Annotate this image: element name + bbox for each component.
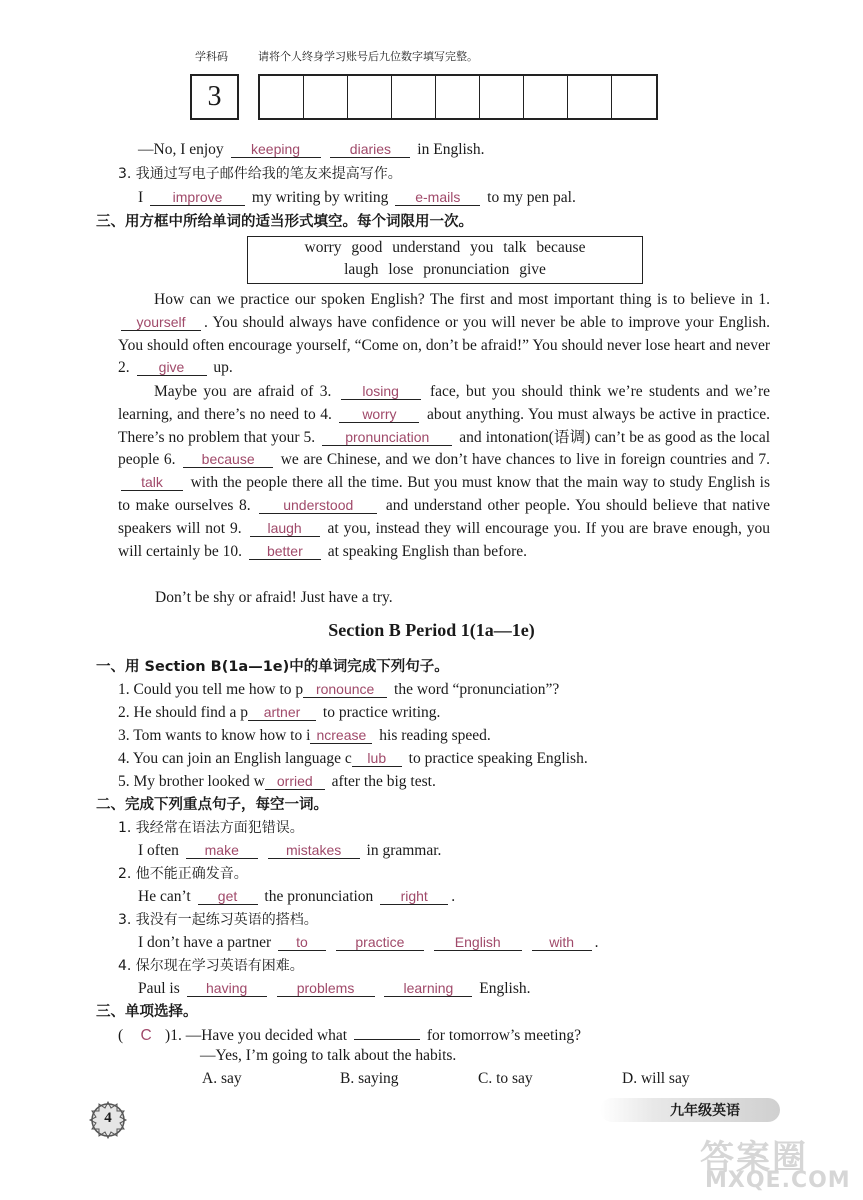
mc-option-d[interactable]: D. will say: [622, 1070, 690, 1087]
section-b-part3-heading: 三、单项选择。: [96, 1004, 198, 1020]
answer: to: [278, 934, 326, 951]
subject-code-label: 学科码: [195, 50, 228, 63]
answer: lub: [352, 750, 402, 767]
page-number: 4: [104, 1110, 112, 1126]
header-instruction: 请将个人终身学习账号后九位数字填写完整。: [258, 50, 478, 63]
answer: with: [532, 934, 592, 951]
answer: having: [187, 980, 267, 997]
account-number-grid: [258, 74, 658, 120]
digit-cell[interactable]: [480, 76, 524, 118]
top-line-2: 3. 我通过写电子邮件给我的笔友来提高写作。: [118, 166, 402, 182]
section-b-title: Section B Period 1(1a—1e): [328, 620, 535, 640]
answer: pronunciation: [322, 429, 452, 446]
digit-cell[interactable]: [612, 76, 656, 118]
answer: orried: [265, 773, 325, 790]
vocab-question-2: 2. He should find a p artner to practice writing.: [118, 704, 441, 721]
subject-code-box: 3: [190, 74, 239, 120]
digit-cell[interactable]: [260, 76, 304, 118]
answer: problems: [277, 980, 375, 997]
answer: worry: [339, 406, 419, 423]
top-line-3: I improve my writing by writing e-mails to my pen pal.: [138, 189, 576, 206]
answer: talk: [121, 474, 183, 491]
book-title: 九年级英语: [670, 1103, 740, 1119]
watermark-url: MXQE.COM: [705, 1168, 851, 1193]
passage-paragraph-1: How can we practice our spoken English? The first and most important thing is to believe in 1. yourself . You should always have confidence or you will never be able to improve your English. You should often encourage yourself, “Come on, don’t be afraid!” You should never lose heart and never 2. give up.: [118, 291, 770, 377]
answer: because: [183, 451, 273, 468]
answer: laugh: [250, 520, 320, 537]
sentence-1-cn: 1. 我经常在语法方面犯错误。: [118, 820, 304, 836]
answer: diaries: [330, 141, 410, 158]
word-box-line-2: laugh lose pronunciation give: [344, 261, 546, 278]
answer: get: [198, 888, 258, 905]
answer: make: [186, 842, 258, 859]
sentence-3-cn: 3. 我没有一起练习英语的搭档。: [118, 912, 318, 928]
answer: right: [380, 888, 448, 905]
passage-paragraph-2: Maybe you are afraid of 3. losing face, but you should think we’re students and we’re learning, and there’s no need to 4. worry about anything. You must always be active in practice. There’s no problem that your 5. pronunciation and intonation(语调) can’t be as good as the local people 6. because we are Chinese, and we don’t have chances to live in foreign countries and 7. talk with the people there all the time. But you must know that the main way to study English is to make ourselves 8. understood and understand other people. You should believe that native speakers will not 9. laugh at you, instead they will encourage you. If you are brave enough, you will certainly be 10. better at speaking English than before.: [118, 383, 771, 560]
answer: learning: [384, 980, 472, 997]
mc-option-b[interactable]: B. saying: [340, 1070, 399, 1087]
mc-question-1: ( C )1. —Have you decided what for tomorrow’s meeting?: [118, 1027, 581, 1044]
section-b-part2-heading: 二、完成下列重点句子，每空一词。: [96, 797, 328, 813]
vocab-question-3: 3. Tom wants to know how to i ncrease his reading speed.: [118, 727, 491, 744]
mc-question-1-line-2: —Yes, I’m going to talk about the habits.: [200, 1047, 457, 1064]
sentence-2: He can’t get the pronunciation right .: [138, 888, 456, 905]
answer: ncrease: [310, 727, 372, 744]
sentence-2-cn: 2. 他不能正确发音。: [118, 866, 248, 882]
vocab-question-4: 4. You can join an English language c lub to practice speaking English.: [118, 750, 588, 767]
sentence-3: I don’t have a partner to practice English with .: [138, 934, 599, 951]
sentence-1: I often make mistakes in grammar.: [138, 842, 442, 859]
section-b-part1-heading: 一、用 Section B(1a—1e)中的单词完成下列句子。: [96, 659, 449, 675]
word-box-line-1: worry good understand you talk because: [304, 239, 586, 256]
word-box: [247, 236, 643, 284]
answer: practice: [336, 934, 424, 951]
watermark: 答案圈: [700, 1138, 808, 1178]
digit-cell[interactable]: [524, 76, 568, 118]
digit-cell[interactable]: [436, 76, 480, 118]
vocab-question-5: 5. My brother looked w orried after the big test.: [118, 773, 436, 790]
answer: understood: [259, 497, 377, 514]
mc-option-c[interactable]: C. to say: [478, 1070, 533, 1087]
digit-cell[interactable]: [568, 76, 612, 118]
vocab-question-1: 1. Could you tell me how to p ronounce the word “pronunciation”?: [118, 681, 560, 698]
answer: mistakes: [268, 842, 360, 859]
part3-heading: 三、用方框中所给单词的适当形式填空。每个词限用一次。: [96, 214, 473, 230]
answer: ronounce: [303, 681, 387, 698]
mc-option-a[interactable]: A. say: [202, 1070, 242, 1087]
answer: better: [249, 543, 321, 560]
answer: e-mails: [395, 189, 480, 206]
answer: improve: [150, 189, 245, 206]
top-line-1: —No, I enjoy keeping diaries in English.: [138, 141, 485, 158]
answer: artner: [248, 704, 316, 721]
answer: yourself: [121, 314, 201, 331]
answer: losing: [341, 383, 421, 400]
passage-closing: Don’t be shy or afraid! Just have a try.: [155, 589, 393, 606]
answer: English: [434, 934, 522, 951]
mc-blank: [354, 1025, 420, 1040]
digit-cell[interactable]: [392, 76, 436, 118]
sentence-4-cn: 4. 保尔现在学习英语有困难。: [118, 958, 304, 974]
answer: give: [137, 359, 207, 376]
sentence-4: Paul is having problems learning English.: [138, 980, 531, 997]
answer: keeping: [231, 141, 321, 158]
digit-cell[interactable]: [348, 76, 392, 118]
mc-answer: C: [140, 1027, 152, 1044]
digit-cell[interactable]: [304, 76, 348, 118]
